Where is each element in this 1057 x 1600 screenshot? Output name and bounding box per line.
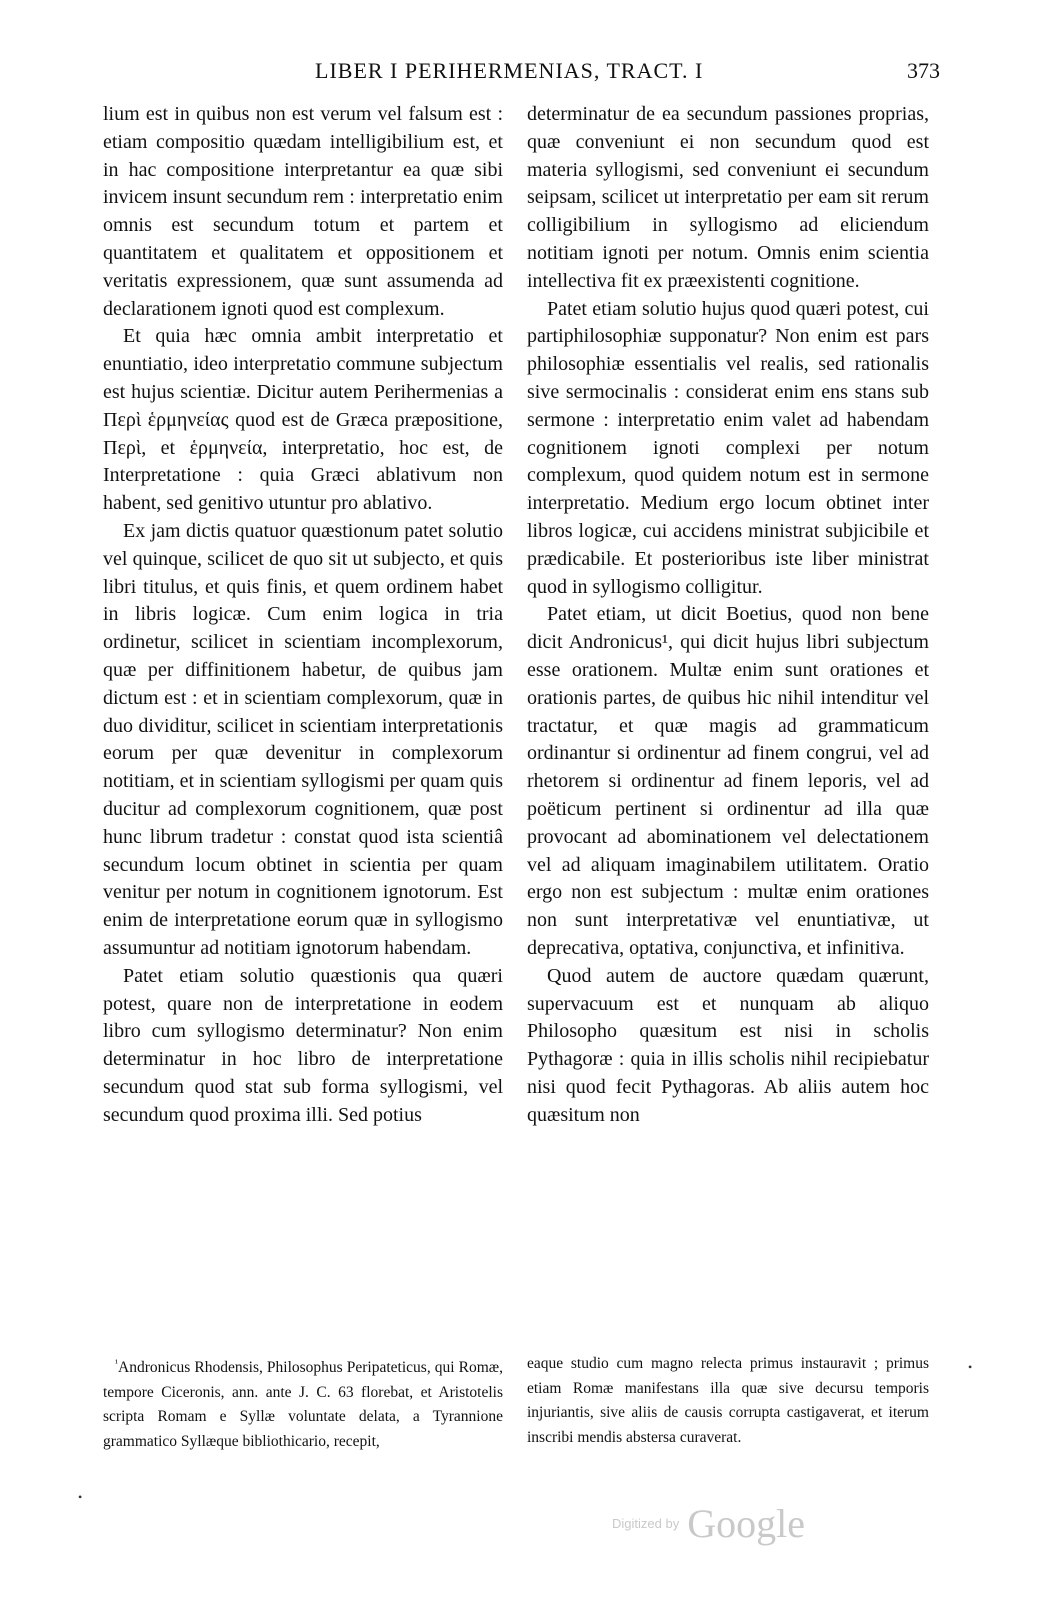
footnote-marker: ¹ bbox=[115, 1358, 118, 1369]
paragraph: Patet etiam solutio hujus quod quæri potest, cui partiphilosophiæ supponatur? Non enim est pars philosophiæ essentialis vel realis, sed rationalis sive sermocinalis : considerat enim ens stans sub sermone : interpretatio enim valet ad habendam cognitionem ignoti complexi per notum complexum, quod quidem notum est in sermone interpretatio. Medium ergo locum obtinet inter libros logicæ, cui accidens ministrat subjicibile et prædicabile. Et posterioribus iste liber ministrat quod in syllogismo colligitur. bbox=[527, 297, 929, 598]
watermark-digitized: Digitized by bbox=[612, 1516, 680, 1531]
paragraph: Patet etiam, ut dicit Boetius, quod non bene dicit Andronicus¹, qui dicit hujus libri subjectum esse orationem. Multæ enim sunt orationes et orationis partes, de quibus hic nihil intenditur vel tractatur, et quæ magis ad grammaticum ordinantur si ordinentur ad finem congrui, vel ad rhetorem si ordinentur ad finem leporis, vel ad poëticum pertinent si ordinentur ad illa quæ provocant ad abominationem vel delectationem vel ad aliquam imaginabilem utilitatem. Oratio ergo non est subjectum : multæ enim orationes non sunt interpretativæ vel enuntiativæ, ut deprecativa, optativa, conjunctiva, et infinitiva. bbox=[527, 603, 929, 959]
paragraph: lium est in quibus non est verum vel falsum est : etiam compositio quædam intelligibilium est, et in hac compositione interpretantur ea quæ sibi invicem insunt secundum rem : interpretatio enim omnis est secundum totum et partem et quantitatem et qualitatem et oppositionem et veritatis expressionem, quæ sunt assumenda ad declarationem ignoti quod est complexum. bbox=[103, 103, 503, 320]
scan-speck: • bbox=[78, 1490, 83, 1504]
paragraph: determinatur de ea secundum passiones proprias, quæ conveniunt ei non secundum quod est materia syllogismi, sed conveniunt ei secundum seipsam, scilicet ut interpretatio per eam sit rerum colligibilium in syllogismo ad eliciendum notitiam ignoti per notum. Omnis enim scientia intellectiva fit ex præexistenti cognitione. bbox=[527, 103, 929, 292]
footnote-left bbox=[103, 1352, 503, 1454]
watermark-brand: Google bbox=[687, 1501, 805, 1546]
paragraph: Patet etiam solutio quæstionis qua quæri potest, quare non de interpretatione in eodem libro cum syllogismo determinatur? Non enim determinatur in hoc libro de interpretatione secundum quod stat sub forma syllogismi, vel secundum quod proxima illi. Sed potius bbox=[103, 964, 503, 1126]
paragraph: Et quia hæc omnia ambit interpretatio et enuntiatio, ideo interpretatio commune subjectum est hujus scientiæ. Dicitur autem Perihermenias a Περὶ ἑρμηνείας quod est de Græca præpositione, Περὶ, et ἑρμηνεία, interpretatio, hoc est, de Interpretatione : quia Græci ablativum non habent, sed genitivo utuntur pro ablativo. bbox=[103, 325, 503, 515]
digitized-by-google-watermark bbox=[612, 1500, 842, 1550]
scan-speck: • bbox=[968, 1360, 973, 1374]
running-head: LIBER I PERIHERMENIAS, TRACT. I bbox=[315, 58, 704, 83]
right-column bbox=[527, 101, 929, 1129]
left-column bbox=[103, 101, 503, 1129]
footnote-continuation: eaque studio cum magno relecta primus instauravit ; primus etiam Romæ manifestans illa quæ sive decursu temporis injuriantis, sive aliis de causis corrupta castigaverat, et iterum inscribi mendis abstersa curaverat. bbox=[527, 1355, 929, 1446]
footnote-body: Andronicus Rhodensis, Philosophus Peripateticus, qui Romæ, tempore Ciceronis, ann. ante J. C. 63 florebat, et Aristotelis scripta Romam e Syllæ voluntate delata, a Tyrannione grammatico Syllæque bibliothicario, recepit, bbox=[103, 1359, 503, 1450]
footnote-text bbox=[103, 1352, 503, 1454]
paragraph: Quod autem de auctore quædam quærunt, supervacuum est et nunquam ab aliquo Philosopho quæsitum est nisi in scholis Pythagoræ : quia in illis scholis nihil recipiebatur nisi quod fecit Pythagoras. Ab aliis autem hoc quæsitum non bbox=[527, 964, 929, 1126]
page-number: 373 bbox=[907, 58, 940, 83]
running-header bbox=[100, 58, 940, 88]
footnote-right bbox=[527, 1352, 929, 1450]
paragraph: Ex jam dictis quatuor quæstionum patet solutio vel quinque, scilicet de quo sit ut subjecto, et quis libri titulus, et quis finis, et quem ordinem habet in libris logicæ. Cum enim logica in tria ordinetur, scilicet in scientiam incomplexorum, quæ per diffinitionem habetur, de quibus jam dictum est : et in scientiam complexorum, quæ in duo dividitur, scilicet in scientiam interpretationis eorum per quæ devenitur in complexorum notitiam, et in scientiam syllogismi per quam quis ducitur ad complexorum cognitionem, quæ post hunc librum tradetur : constat quod ista scientiâ secundum locum obtinet in scientia per quam venitur per notum in cognitionem ignotorum. Est enim de interpretatione eorum quæ in syllogismo assumuntur ad notitiam ignotorum habendam. bbox=[103, 519, 503, 959]
